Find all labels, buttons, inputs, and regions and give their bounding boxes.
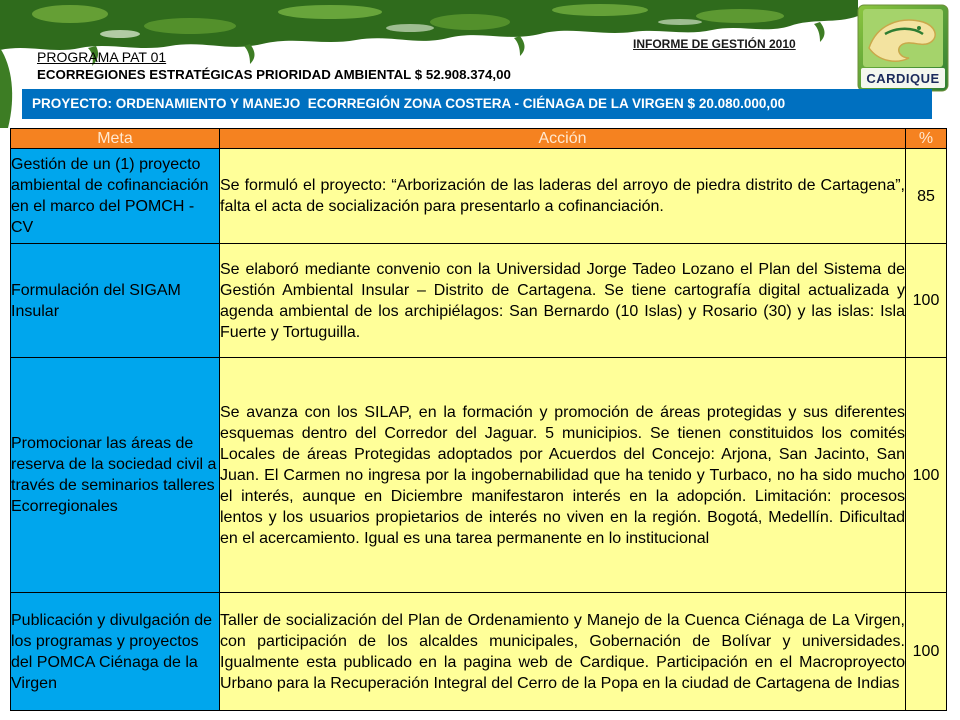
program-code: PROGRAMA PAT 01	[37, 49, 167, 65]
percent-cell: 85	[906, 149, 947, 244]
program-name: ECORREGIONES ESTRATÉGICAS PRIORIDAD AMBIENTAL $ 52.908.374,00	[37, 67, 511, 82]
header-accion: Acción	[220, 129, 906, 149]
table-row	[11, 593, 947, 711]
meta-cell: Formulación del SIGAM Insular	[11, 244, 220, 358]
percent-cell: 100	[906, 358, 947, 593]
meta-cell: Gestión de un (1) proyecto ambiental de cofinanciación en el marco del POMCH - CV	[11, 149, 220, 244]
percent-cell: 100	[906, 244, 947, 358]
goals-table	[10, 128, 947, 711]
table-row	[11, 149, 947, 244]
report-title: INFORME DE GESTIÓN 2010	[633, 37, 796, 51]
accion-cell: Se elaboró mediante convenio con la Universidad Jorge Tadeo Lozano el Plan del Sistema de Gestión Ambiental Insular – Distrito de Cartagena. Se tiene cartografía digital actualizada y agenda ambiental de los archipiélagos: San Bernardo (10 Islas) y Rosario (30) y las islas: Isla Fuerte y Tortuguilla.	[220, 244, 906, 358]
table-header-row	[11, 129, 947, 149]
logo-wordmark: CARDIQUE	[866, 71, 940, 86]
header-meta: Meta	[11, 129, 220, 149]
accion-cell: Se avanza con los SILAP, en la formación y promoción de áreas protegidas y sus diferentes esquemas dentro del Corredor del Jaguar. 5 municipios. Se tienen constituidos los comités Locales de áreas Protegidas adoptados por Acuerdos del Concejo: Arjona, San Jacinto, San Juan. El Carmen no ingresa por la ingobernabilidad que ha tenido y Turbaco, no ha sido mucho el interés, aunque en Diciembre manifestaron interés en la adopción. Limitación: procesos lentos y los usuarios propietarios de interés no viven en la región. Bogotá, Medellín. Dificultad en el acercamiento. Igual es una tarea permanente en lo institucional	[220, 358, 906, 593]
table-row	[11, 358, 947, 593]
project-banner: PROYECTO: ORDENAMIENTO Y MANEJO ECORREGIÓN ZONA COSTERA - CIÉNAGA DE LA VIRGEN $ 20.080.000,00	[22, 89, 932, 119]
cardique-logo	[857, 4, 949, 92]
percent-cell: 100	[906, 593, 947, 711]
accion-cell: Se formuló el proyecto: “Arborización de las laderas del arroyo de piedra distrito de Cartagena”, falta el acta de socialización para presentarlo a cofinanciación.	[220, 149, 906, 244]
table-row	[11, 244, 947, 358]
meta-cell: Promocionar las áreas de reserva de la sociedad civil a través de seminarios talleres Ecorregionales	[11, 358, 220, 593]
meta-cell: Publicación y divulgación de los programas y proyectos del POMCA Ciénaga de la Virgen	[11, 593, 220, 711]
accion-cell: Taller de socialización del Plan de Ordenamiento y Manejo de la Cuenca Ciénaga de La Virgen, con participación de los alcaldes municipales, Gobernación de Bolívar y universidades. Igualmente esta publicado en la pagina web de Cardique. Participación en el Macroproyecto Urbano para la Recuperación Integral del Cerro de la Popa en la ciudad de Cartagena de Indias	[220, 593, 906, 711]
header-percent: %	[906, 129, 947, 149]
